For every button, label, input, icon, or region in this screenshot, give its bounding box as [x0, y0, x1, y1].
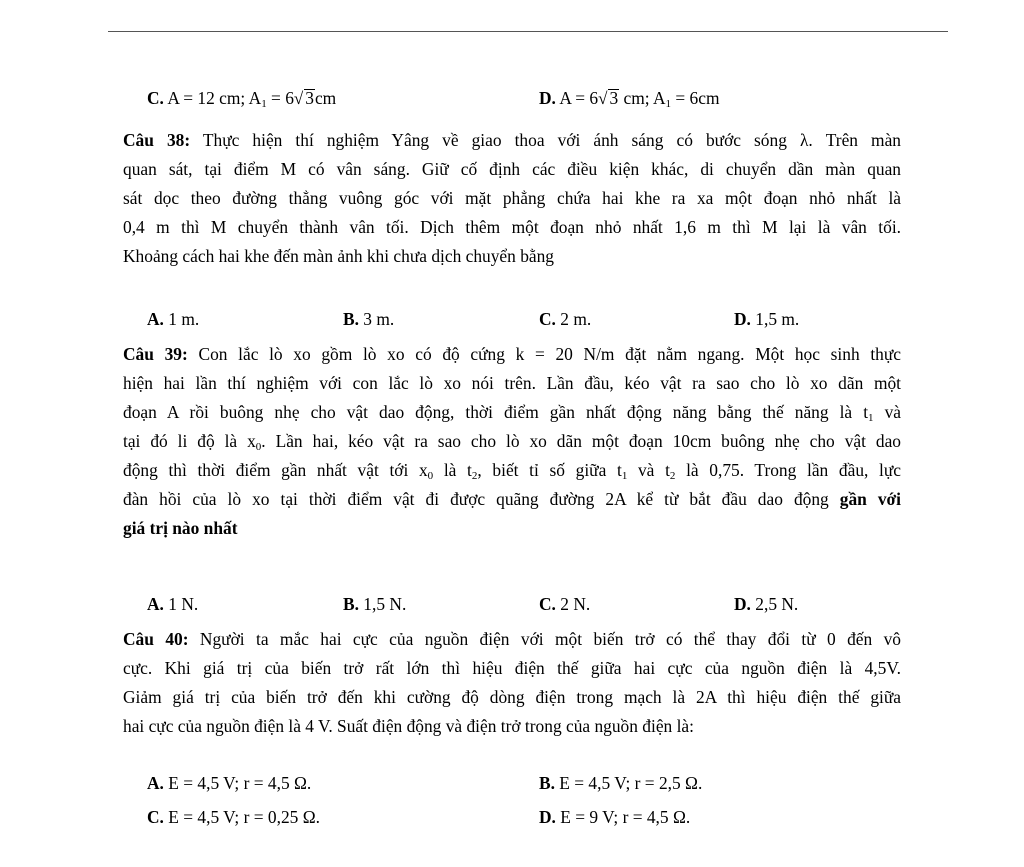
question-line: Câu 38: Thực hiện thí nghiệm Yâng về giao thoa với ánh sáng có bước sóng λ. Trên màn	[123, 130, 901, 150]
question-line: sát dọc theo đường thẳng vuông góc với mặt phẳng chứa hai khe ra xa một đoạn nhỏ nhất là	[123, 188, 901, 208]
q38-option-d[interactable]: D. 1,5 m.	[734, 309, 800, 329]
q38-option-b[interactable]: B. 3 m.	[343, 309, 395, 329]
question-line: Câu 39: Con lắc lò xo gồm lò xo có độ cứng k = 20 N/m đặt nằm ngang. Một học sinh thực	[123, 344, 901, 364]
q40-option-b[interactable]: B. E = 4,5 V; r = 2,5 Ω.	[539, 773, 703, 793]
option-label: C.	[147, 88, 164, 108]
q38-option-c[interactable]: C. 2 m.	[539, 309, 592, 329]
question-label: Câu 39:	[123, 344, 188, 364]
q39-option-b[interactable]: B. 1,5 N.	[343, 594, 407, 614]
q40-option-a[interactable]: A. E = 4,5 V; r = 4,5 Ω.	[147, 773, 312, 793]
question-line: động thì thời điểm gần nhất vật tới $x_0$ là $t_2$, biết tỉ số giữa $t_1$ và $t_2$ là 0,75. Trong lần đầu, lực	[123, 460, 902, 482]
question-line: hiện hai lần thí nghiệm với con lắc lò xo nói trên. Lần đầu, kéo vật ra sao cho lò xo dãn một	[123, 373, 901, 393]
option-label: D.	[539, 88, 556, 108]
question-40	[123, 625, 901, 741]
question-line: đoạn A rồi buông nhẹ cho vật dao động, thời điểm gần nhất động năng bằng thế năng là $t_1$ và	[123, 402, 902, 424]
question-label: Câu 40:	[123, 629, 189, 649]
question-line: Giảm giá trị của biến trở đến khi cường độ dòng điện trong mạch là 2A thì hiệu điện thế giữa	[123, 687, 901, 707]
q40-option-c[interactable]: C. E = 4,5 V; r = 0,25 Ω.	[147, 807, 320, 827]
option-text: A = 6√ 3 cm; $A_1 = 6cm$	[559, 88, 720, 110]
question-38	[123, 126, 901, 271]
question-line: quan sát, tại điểm M có vân sáng. Giữ cố định các điều kiện khác, di chuyển dần màn quan	[123, 159, 901, 179]
q38-option-a[interactable]: A. 1 m.	[147, 309, 200, 329]
q39-option-d[interactable]: D. 2,5 N.	[734, 594, 799, 614]
prev-option-c[interactable]	[147, 86, 336, 111]
question-line: tại đó li độ là $x_0$. Lần hai, kéo vật ra sao cho lò xo dãn một đoạn 10cm buông nhẹ cho vật dao	[123, 431, 901, 453]
question-line: hai cực của nguồn điện là 4 V. Suất điện động và điện trở trong của nguồn điện là:	[123, 716, 694, 736]
question-line: Khoảng cách hai khe đến màn ảnh khi chưa dịch chuyển bằng	[123, 246, 554, 266]
q39-option-c[interactable]: C. 2 N.	[539, 594, 591, 614]
question-39	[123, 340, 901, 543]
question-line: 0,4 m thì M chuyển thành vân tối. Dịch thêm một đoạn nhỏ nhất 1,6 m thì M lại là vân tối.	[123, 217, 901, 237]
question-label: Câu 38:	[123, 130, 191, 150]
question-line: cực. Khi giá trị của biến trở rất lớn thì hiệu điện thế giữa hai cực của nguồn điện là 4,5V.	[123, 658, 901, 678]
header-rule	[108, 31, 948, 32]
question-line: giá trị nào nhất	[123, 518, 238, 538]
option-text: A = 12 cm; $A_1 = 6√$ 3cm	[167, 88, 337, 110]
q40-option-d[interactable]: D. E = 9 V; r = 4,5 Ω.	[539, 807, 691, 827]
question-line: đàn hồi của lò xo tại thời điểm vật đi được quãng đường 2A kể từ bắt đầu dao động gần với	[123, 489, 901, 509]
q39-option-a[interactable]: A. 1 N.	[147, 594, 199, 614]
question-line: Câu 40: Người ta mắc hai cực của nguồn điện với một biến trở có thể thay đổi từ 0 đến vô	[123, 629, 901, 649]
prev-option-d[interactable]	[539, 86, 720, 111]
